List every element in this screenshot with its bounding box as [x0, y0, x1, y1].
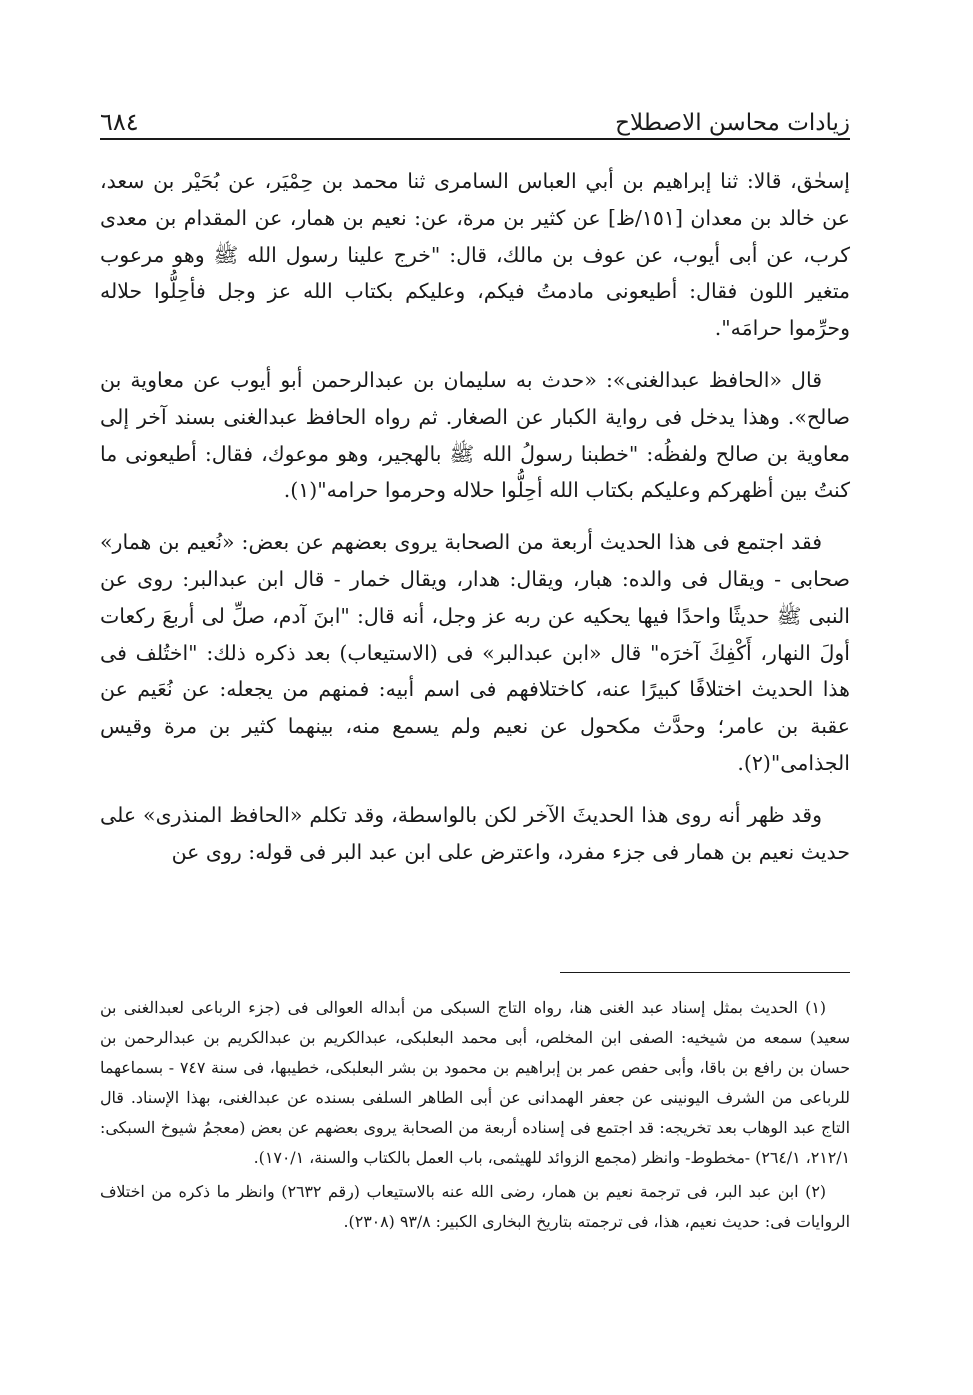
main-text: [100, 163, 850, 885]
paragraph-4: وقد ظهر أنه روى هذا الحديثَ الآخر لكن بالواسطة، وقد تكلم «الحافظ المنذرى» على حديث نعيم بن همار فى جزء مفرد، واعترض على ابن عبد البر فى قوله: روى عن: [100, 802, 850, 864]
footnote-2: (٢) ابن عبد البر، فى ترجمة نعيم بن همار، رضى الله عنه بالاستيعاب (رقم ٢٦٣٢) وانظر ما ذكره من اختلاف الروايات فى: حديث نعيم، هذا، فى ترجمته بتاريخ البخارى الكبير: ٩٣/٨ (٢٣٠٨).: [100, 1182, 850, 1231]
paragraph-1: إسحٰق، قالا: ثنا إبراهيم بن أبي العباس السامرى ثنا محمد بن حِمْيَر، عن بُحَيْر بن سعد، عن خالد بن معدان [١٥١/ظ] عن كثير بن مرة، عن: نعيم بن همار، عن المقدام بن معدى كرب، عن أبى أيوب، عن عوف بن مالك، قال: "خرج علينا رسول الله ﷺ وهو مرعوب متغير اللون فقال: أطيعونى مادمتُ فيكم، وعليكم بكتاب الله عز وجل فأحِلُّوا حلاله وحرِّموا حرامَه".: [100, 169, 850, 341]
footnotes: [100, 993, 850, 1241]
page-number: ٦٨٤: [100, 108, 139, 136]
footnote-separator: [560, 972, 850, 973]
footnote-1: (١) الحديث بمثل إسناد عبد الغنى هنا، رواه التاج السبكى من أبداله العوالى فى (جزء الرباعى لعبدالغنى بن سعيد) سمعه من شيخيه: الصفى ابن المخلص، أبى محمد البعلبكى، عبدالكريم بن عبدالكريم بن عبدالرحمن بن حسان بن رافع بن باقا، وأبى حفص عمر بن إبراهيم بن محمود بن بشر البعلبكى، خطيبها، فى سنة ٧٤٧ - بسماعهما للرباعى من الشرف اليونينى عن جعفر الهمدانى عن أبى الطاهر السلفى بسنده عن عبدالغنى، بهذا الإسناد. قال التاج عبد الوهاب بعد تخريجه: قد اجتمع فى إسناده أربعة من الصحابة يروى بعضهم عن بعض (معجمُ شيوخ السبكى: ٢١٢/١، ٢٦٤/١) -مخطوط- وانظر (مجمع الزوائد للهيثمى، باب العمل بالكتاب والسنة، ١٧٠/١).: [100, 998, 851, 1167]
header-rule: [100, 138, 850, 140]
paragraph-3: فقد اجتمع فى هذا الحديث أربعة من الصحابة يروى بعضهم عن بعض: «نُعيم بن همار» صحابى - ويقال فى والده: هبار، ويقال: هدار، ويقال خمار - قال ابن عبدالبر: روى عن النبى ﷺ حديثًا واحدًا فيها يحكيه عن ربه عز وجل، أنه قال: "ابنَ آدم، صلِّ لى أربعَ ركعات أولَ النهار، أَكْفِكَ آخرَه" قال «ابن عبدالبر» فى (الاستيعاب) بعد ذكره ذلك: "اختُلف فى هذا الحديث اختلافًا كبيرًا عنه، كاختلافهم فى اسم أبيه: فمنهم من يجعله: عن نُعَيم عن عقبة بن عامر؛ وحدَّث مكحول عن نعيم ولم يسمع منه، بينهما كثير بن مرة وقيس الجذامى"(٢).: [100, 530, 850, 775]
running-title: زيادات محاسن الاصطلاح: [615, 110, 850, 136]
page-header: [100, 92, 850, 136]
paragraph-2: قال «الحافظ عبدالغنى»: «حدث به سليمان بن عبدالرحمن أبو أيوب عن معاوية بن صالح». وهذا يدخل فى رواية الكبار عن الصغار. ثم رواه الحافظ عبدالغنى بسند آخر إلى معاوية بن صالح ولفظُه: "خطبنا رسولُ الله ﷺ بالهجير، وهو موعوك، فقال: أطيعونى ما كنتُ بين أظهركم وعليكم بكتاب الله أحِلُّوا حلاله وحرموا حرامه"(١).: [100, 367, 850, 503]
